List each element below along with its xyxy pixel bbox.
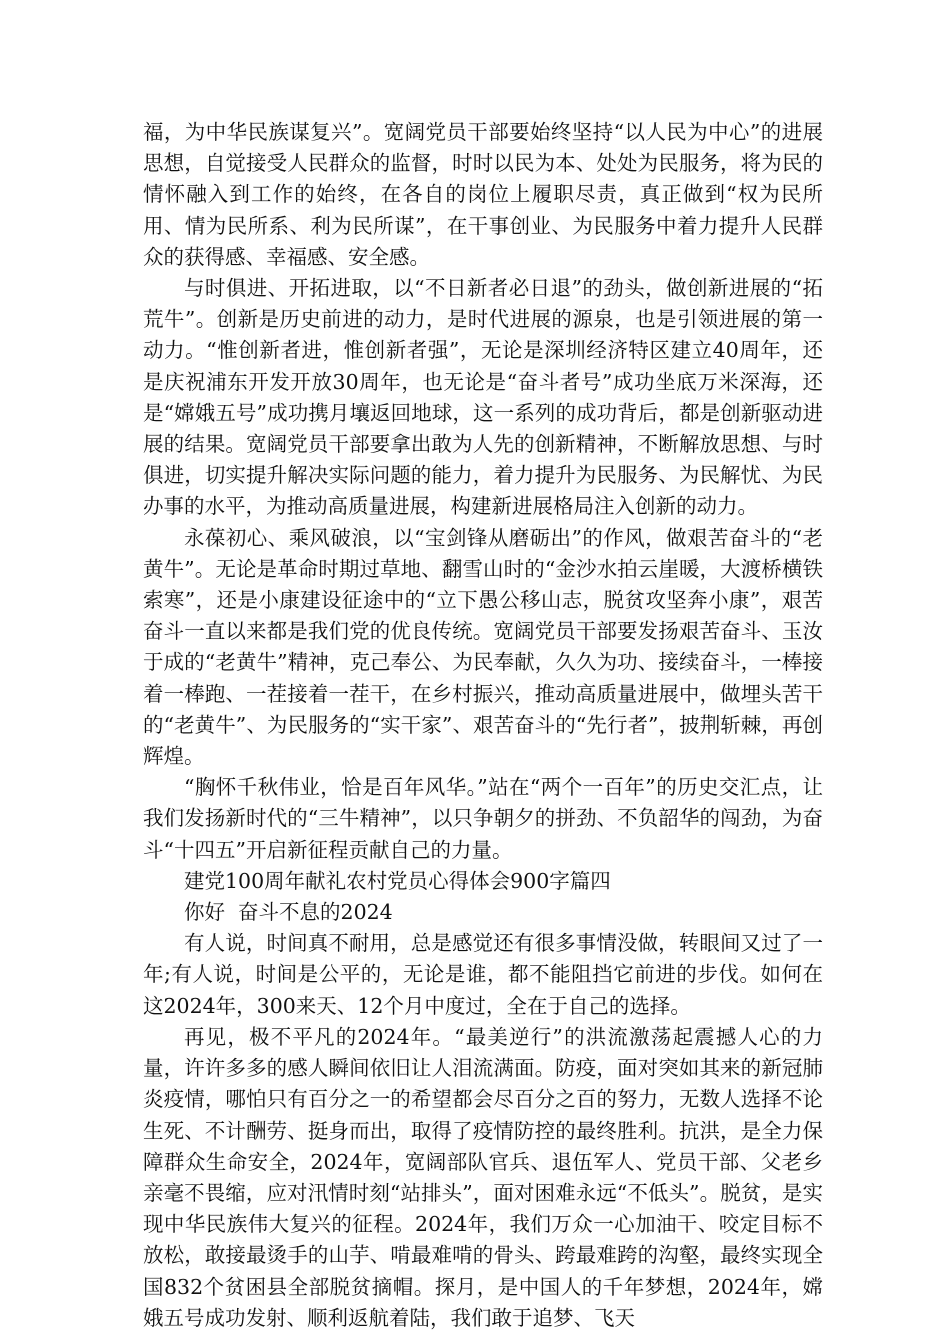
paragraph-6: 再见，极不平凡的2024年。“最美逆行”的洪流激荡起震撼人心的力量，许许多多的感人瞬间依旧让人泪流满面。防疫，面对突如其来的新冠肺炎疫情，哪怕只有百分之一的希望都会尽百分之百的努力，无数人选择不论生死、不计酬劳、挺身而出，取得了疫情防控的最终胜利。抗洪，是全力保障群众生命安全，2024年，宽阔部队官兵、退伍军人、党员干部、父老乡亲毫不畏缩，应对汛情时刻“站排头”，面对困难永远“不低头”。脱贫，是实现中华民族伟大复兴的征程。2024年，我们万众一心加油干、咬定目标不放松，敢接最烫手的山芋、啃最难啃的骨头、跨最难跨的沟壑，最终实现全国832个贫困县全部脱贫摘帽。探月，是中国人的千年梦想，2024年，嫦娥五号成功发射、顺利返航着陆，我们敢于追梦、飞天 bbox=[143, 1024, 823, 1330]
paragraph-4: “胸怀千秋伟业，恰是百年风华。”站在“两个一百年”的历史交汇点，让我们发扬新时代的“三牛精神”，以只争朝夕的拼劲、不负韶华的闯劲，为奋斗“十四五”开启新征程贡献自己的力量。 bbox=[143, 775, 823, 862]
section-subtitle: 你好 奋斗不息的2024 bbox=[184, 900, 393, 925]
document-page bbox=[143, 117, 823, 1334]
section-title: 建党100周年献礼农村党员心得体会900字篇四 bbox=[184, 868, 611, 893]
paragraph-3: 永葆初心、乘风破浪，以“宝剑锋从磨砺出”的作风，做艰苦奋斗的“老黄牛”。无论是革命时期过草地、翻雪山时的“金沙水拍云崖暖，大渡桥横铁索寒”，还是小康建设征途中的“立下愚公移山志，脱贫攻坚奔小康”，艰苦奋斗一直以来都是我们党的优良传统。宽阔党员干部要发扬艰苦奋斗、玉汝于成的“老黄牛”精神，克己奉公、为民奉献，久久为功、接续奋斗，一棒接着一棒跑、一茬接着一茬干，在乡村振兴，推动高质量进展中，做埋头苦干的“老黄牛”、为民服务的“实干家”、艰苦奋斗的“先行者”，披荆斩棘，再创辉煌。 bbox=[143, 525, 823, 769]
paragraph-2: 与时俱进、开拓进取，以“不日新者必日退”的劲头，做创新进展的“拓荒牛”。创新是历史前进的动力，是时代进展的源泉，也是引领进展的第一动力。“惟创新者进，惟创新者强”，无论是深圳经济特区建立40周年，还是庆祝浦东开发开放30周年，也无论是“奋斗者号”成功坐底万米深海，还是“嫦娥五号”成功携月壤返回地球，这一系列的成功背后，都是创新驱动进展的结果。宽阔党员干部要拿出敢为人先的创新精神，不断解放思想、与时俱进，切实提升解决实际问题的能力，着力提升为民服务、为民解忧、为民办事的水平，为推动高质量进展，构建新进展格局注入创新的动力。 bbox=[143, 276, 823, 519]
paragraph-1: 福，为中华民族谋复兴”。宽阔党员干部要始终坚持“以人民为中心”的进展思想，自觉接受人民群众的监督，时时以民为本、处处为民服务，将为民的情怀融入到工作的始终，在各自的岗位上履职尽责，真正做到“权为民所用、情为民所系、利为民所谋”，在干事创业、为民服务中着力提升人民群众的获得感、幸福感、安全感。 bbox=[143, 120, 823, 269]
paragraph-5: 有人说，时间真不耐用，总是感觉还有很多事情没做，转眼间又过了一年;有人说，时间是公平的，无论是谁，都不能阻挡它前进的步伐。如何在这2024年，300来天、12个月中度过，全在于自己的选择。 bbox=[143, 931, 823, 1018]
